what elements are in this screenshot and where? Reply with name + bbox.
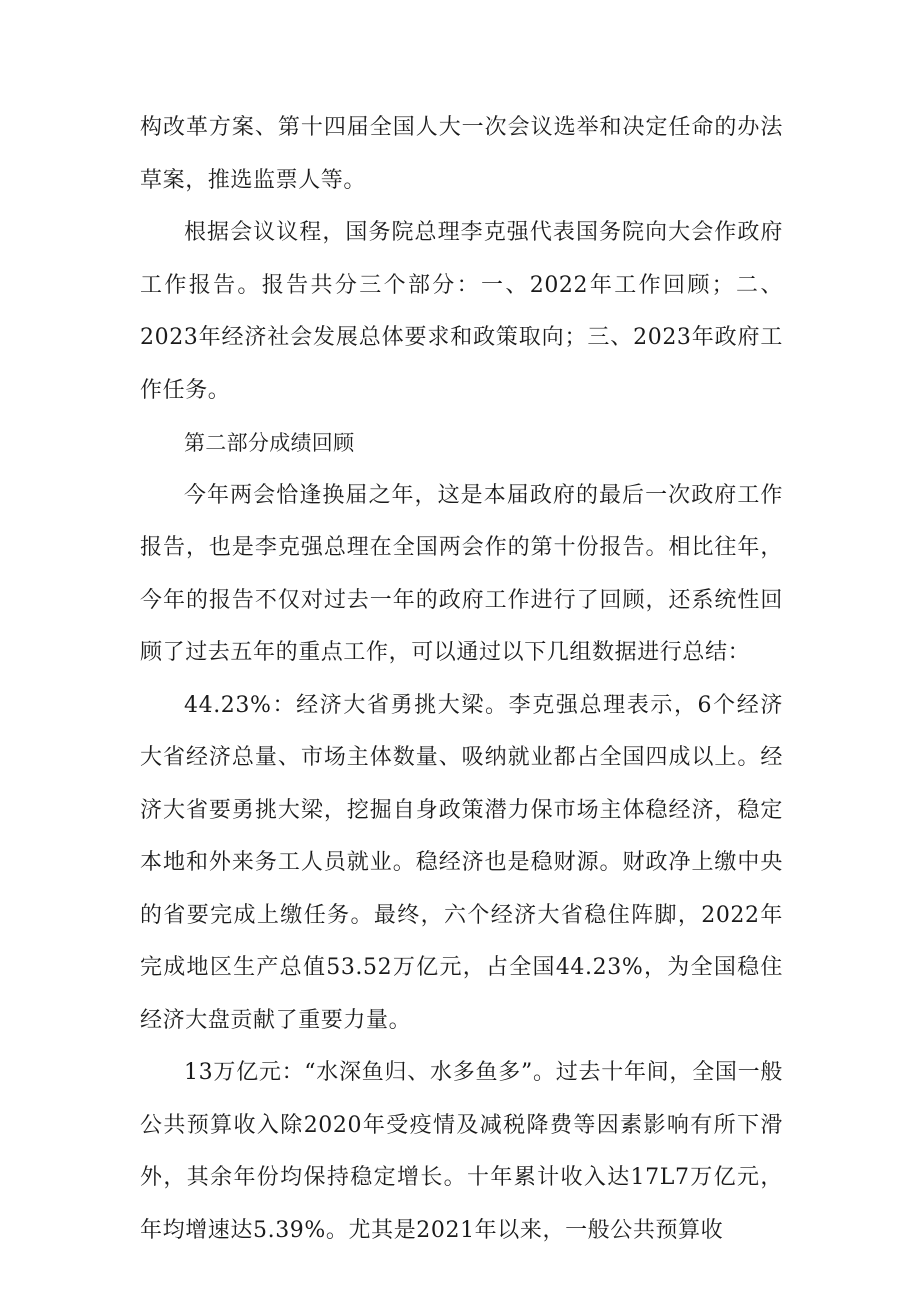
paragraph-continuation: 构改革方案、第十四届全国人大一次会议选举和决定任命的办法草案，推选监票人等。 <box>140 115 783 193</box>
paragraph-budget-revenue: 13万亿元：“水深鱼归、水多鱼多”。过去十年间，全国一般公共预算收入除2020年受疫情及减税降费等因素影响有所下滑外，其余年份均保持稳定增长。十年累计收入达17L7万亿元，年均增速达5.39%。尤其是2021年以来，一般公共预算收 <box>140 1060 783 1243</box>
paragraph-review-intro: 今年两会恰逢换届之年，这是本届政府的最后一次政府工作报告，也是李克强总理在全国两会作的第十份报告。相比往年，今年的报告不仅对过去一年的政府工作进行了回顾，还系统性回顾了过去五年的重点工作，可以通过以下几组数据进行总结： <box>140 482 783 665</box>
section-heading: 第二部分成绩回顾 <box>184 431 355 455</box>
paragraph-report-structure: 根据会议议程，国务院总理李克强代表国务院向大会作政府工作报告。报告共分三个部分：一、2022年工作回顾；二、2023年经济社会发展总体要求和政策取向；三、2023年政府工作任务。 <box>140 220 783 403</box>
paragraph-economic-provinces: 44.23%：经济大省勇挑大梁。李克强总理表示，6个经济大省经济总量、市场主体数量、吸纳就业都占全国四成以上。经济大省要勇挑大梁，挖掘自身政策潜力保市场主体稳经济，稳定本地和外来务工人员就业。稳经济也是稳财源。财政净上缴中央的省要完成上缴任务。最终，六个经济大省稳住阵脚，2022年完成地区生产总值53.52万亿元，占全国44.23%，为全国稳住经济大盘贡献了重要力量。 <box>140 692 783 1033</box>
document-body <box>140 102 783 1257</box>
